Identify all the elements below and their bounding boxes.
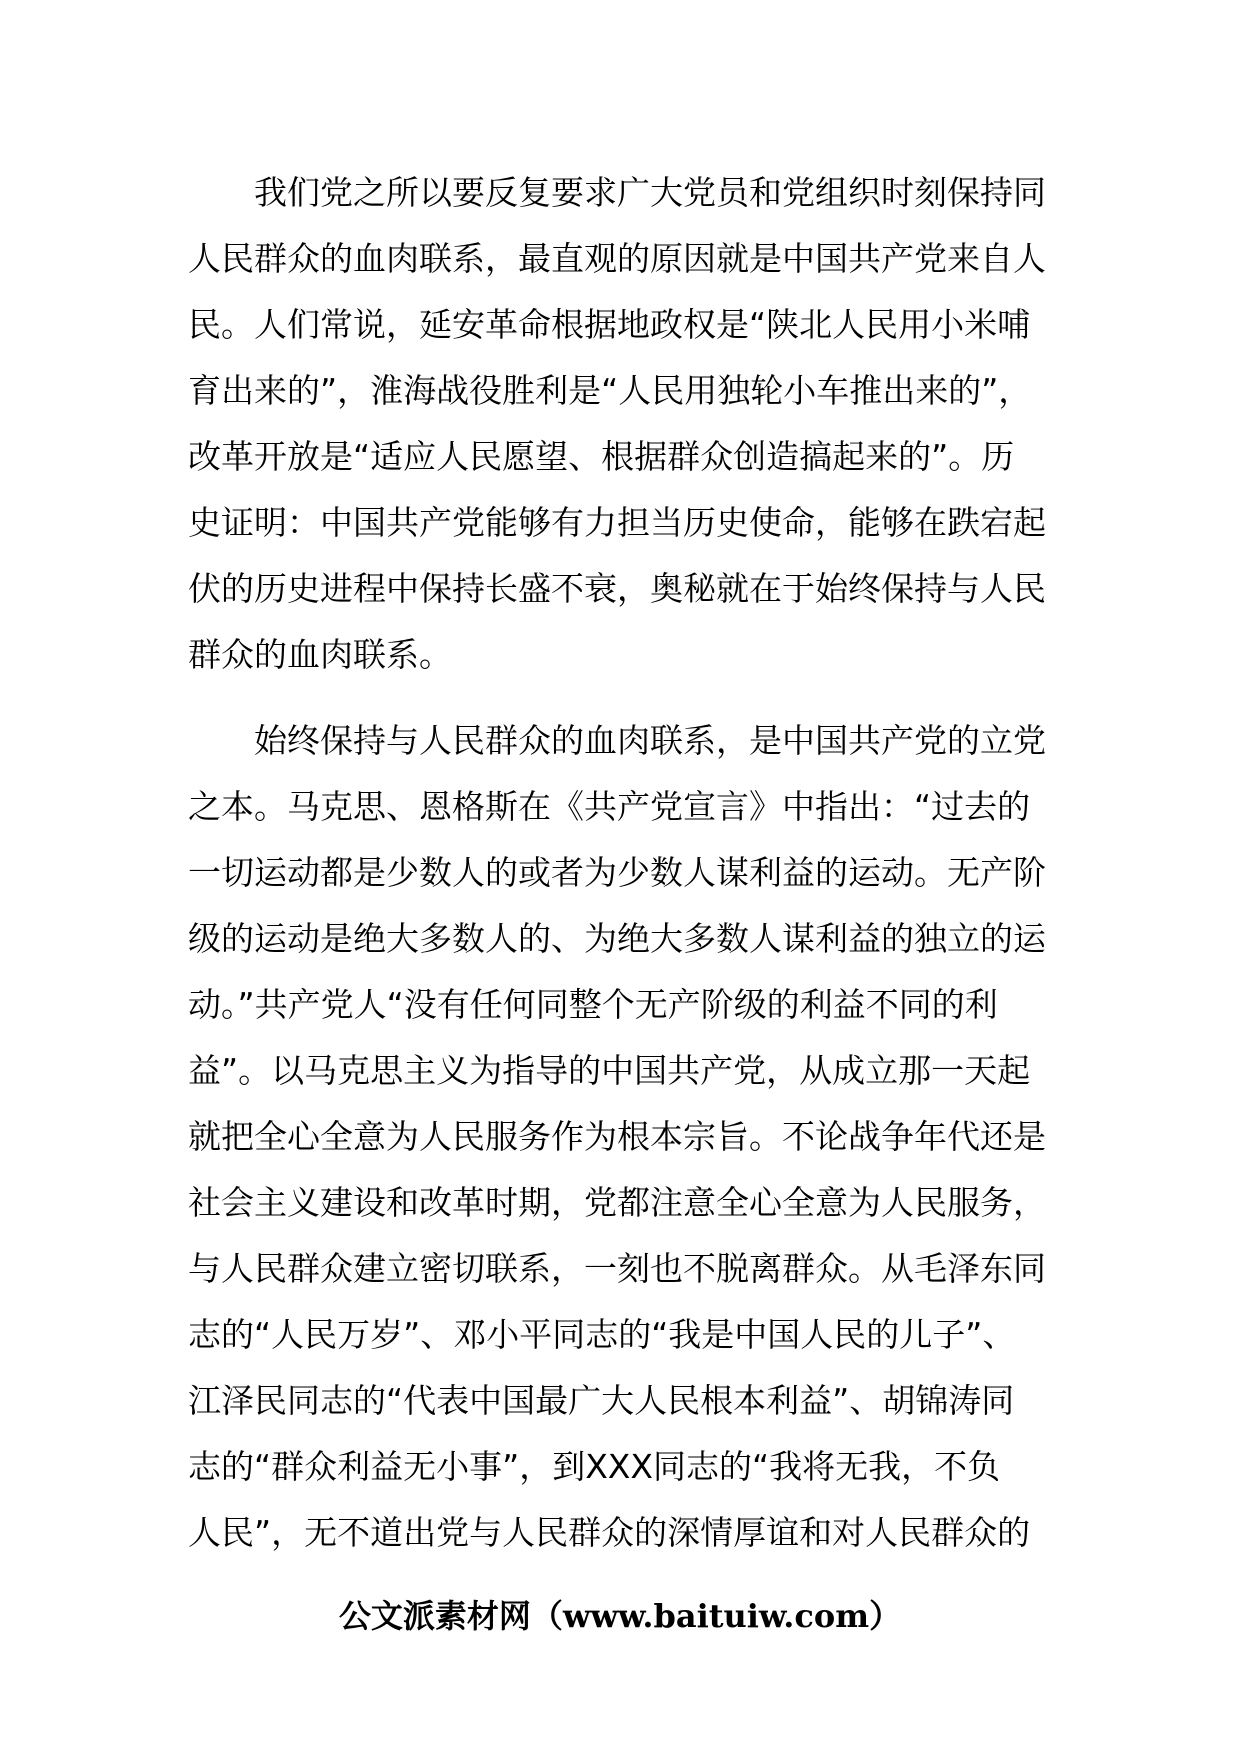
text-line: 改革开放是“适应人民愿望、根据群众创造搞起来的”。历	[188, 437, 1015, 476]
text-line: 伏的历史进程中保持长盛不衰，奥秘就在于始终保持与人民	[188, 569, 1046, 608]
text-line: 之本。马克思、恩格斯在《共产党宣言》中指出：“过去的	[188, 787, 1031, 826]
text-line: 一切运动都是少数人的或者为少数人谋利益的运动。无产阶	[188, 853, 1046, 892]
text-line: 我们党之所以要反复要求广大党员和党组织时刻保持同	[254, 173, 1046, 212]
paragraph-1	[188, 160, 1048, 688]
text-line: 志的“人民万岁”、邓小平同志的“我是中国人民的儿子”、	[188, 1315, 1016, 1354]
text-line: 社会主义建设和改革时期，党都注意全心全意为人民服务，	[188, 1183, 1046, 1222]
text-line: 始终保持与人民群众的血肉联系，是中国共产党的立党	[254, 721, 1046, 760]
text-line: 益”。以马克思主义为指导的中国共产党，从成立那一天起	[188, 1051, 1031, 1090]
text-line: 群众的血肉联系。	[188, 635, 452, 674]
text-line: 动。”共产党人“没有任何同整个无产阶级的利益不同的利	[188, 985, 998, 1024]
text-line: 江泽民同志的“代表中国最广大人民根本利益”、胡锦涛同	[188, 1381, 1015, 1420]
text-line: 育出来的”，淮海战役胜利是“人民用独轮小车推出来的”，	[188, 371, 1032, 410]
text-line: 级的运动是绝大多数人的、为绝大多数人谋利益的独立的运	[188, 919, 1046, 958]
text-line: 人民群众的血肉联系，最直观的原因就是中国共产党来自人	[188, 239, 1046, 278]
text-line: 志的“群众利益无小事”，到XXX同志的“我将无我，不负	[188, 1447, 1001, 1486]
document-body	[188, 160, 1048, 1586]
text-line: 史证明：中国共产党能够有力担当历史使命，能够在跌宕起	[188, 503, 1046, 542]
text-line: 民。人们常说，延安革命根据地政权是“陕北人民用小米哺	[188, 305, 1031, 344]
footer-watermark: 公文派素材网（www.baituiw.com）	[338, 1597, 902, 1635]
text-line: 人民”，无不道出党与人民群众的深情厚谊和对人民群众的	[188, 1513, 1031, 1552]
paragraph-2	[188, 708, 1048, 1566]
text-line: 就把全心全意为人民服务作为根本宗旨。不论战争年代还是	[188, 1117, 1046, 1156]
text-line: 与人民群众建立密切联系，一刻也不脱离群众。从毛泽东同	[188, 1249, 1046, 1288]
